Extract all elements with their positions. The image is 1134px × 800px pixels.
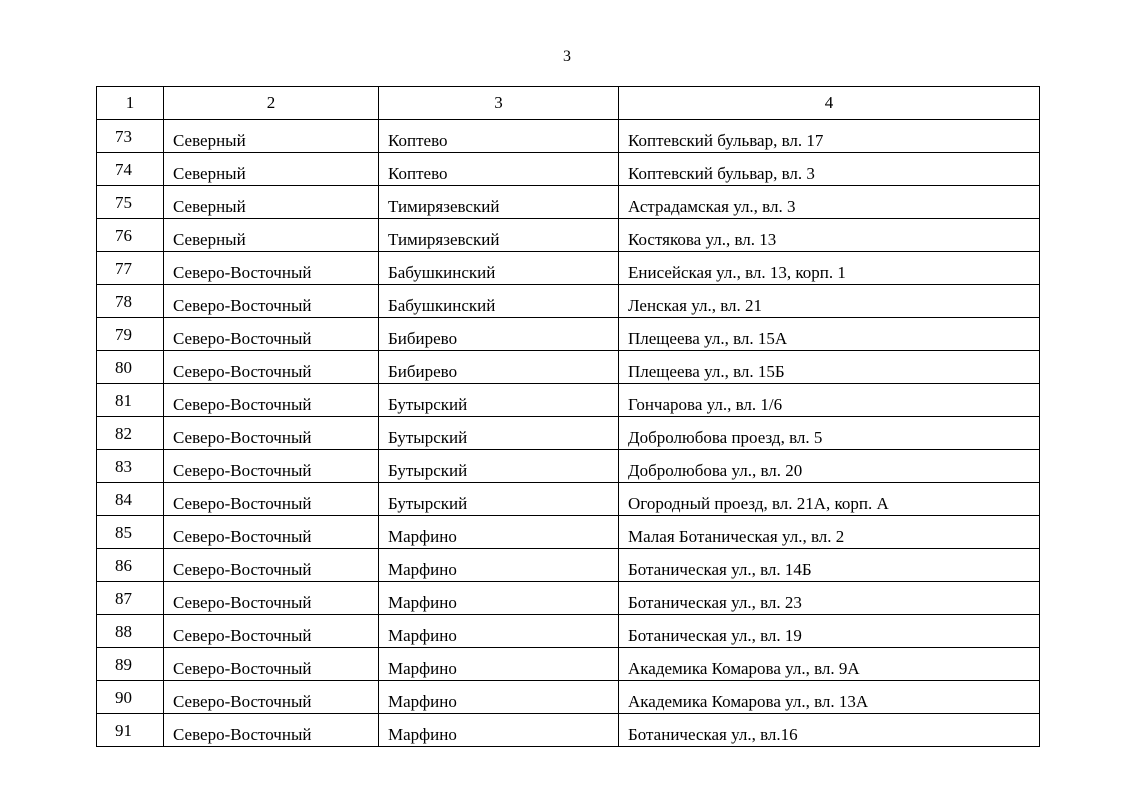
district-cell: Северо-Восточный xyxy=(164,714,379,747)
table-row xyxy=(97,186,1040,219)
area-cell: Бабушкинский xyxy=(379,285,619,318)
address-cell: Коптевский бульвар, вл. 17 xyxy=(619,120,1040,153)
district-cell: Северо-Восточный xyxy=(164,318,379,351)
table-row xyxy=(97,153,1040,186)
address-cell: Ленская ул., вл. 21 xyxy=(619,285,1040,318)
address-cell: Гончарова ул., вл. 1/6 xyxy=(619,384,1040,417)
area-cell: Тимирязевский xyxy=(379,219,619,252)
address-cell: Малая Ботаническая ул., вл. 2 xyxy=(619,516,1040,549)
area-cell: Бутырский xyxy=(379,483,619,516)
area-cell: Бутырский xyxy=(379,417,619,450)
district-cell: Северо-Восточный xyxy=(164,417,379,450)
area-cell: Бутырский xyxy=(379,450,619,483)
address-cell: Ботаническая ул., вл. 23 xyxy=(619,582,1040,615)
table-row xyxy=(97,681,1040,714)
row-number-cell: 76 xyxy=(97,219,164,252)
table-header xyxy=(97,87,1040,120)
area-cell: Бутырский xyxy=(379,384,619,417)
district-cell: Северо-Восточный xyxy=(164,615,379,648)
table-row xyxy=(97,450,1040,483)
table-row xyxy=(97,120,1040,153)
address-cell: Костякова ул., вл. 13 xyxy=(619,219,1040,252)
district-cell: Северо-Восточный xyxy=(164,648,379,681)
row-number-cell: 86 xyxy=(97,549,164,582)
district-cell: Северный xyxy=(164,120,379,153)
address-cell: Добролюбова проезд, вл. 5 xyxy=(619,417,1040,450)
table-row xyxy=(97,549,1040,582)
address-cell: Ботаническая ул., вл. 14Б xyxy=(619,549,1040,582)
district-cell: Северо-Восточный xyxy=(164,681,379,714)
address-cell: Коптевский бульвар, вл. 3 xyxy=(619,153,1040,186)
header-col-4: 4 xyxy=(619,87,1040,120)
area-cell: Марфино xyxy=(379,615,619,648)
row-number-cell: 84 xyxy=(97,483,164,516)
address-cell: Академика Комарова ул., вл. 9А xyxy=(619,648,1040,681)
table-body xyxy=(97,120,1040,747)
header-col-1: 1 xyxy=(97,87,164,120)
district-cell: Северный xyxy=(164,219,379,252)
address-cell: Плещеева ул., вл. 15Б xyxy=(619,351,1040,384)
address-cell: Астрадамская ул., вл. 3 xyxy=(619,186,1040,219)
area-cell: Марфино xyxy=(379,582,619,615)
row-number-cell: 82 xyxy=(97,417,164,450)
row-number-cell: 87 xyxy=(97,582,164,615)
row-number-cell: 89 xyxy=(97,648,164,681)
row-number-cell: 77 xyxy=(97,252,164,285)
district-cell: Северо-Восточный xyxy=(164,351,379,384)
area-cell: Марфино xyxy=(379,648,619,681)
table-row xyxy=(97,516,1040,549)
table-row xyxy=(97,285,1040,318)
table-row xyxy=(97,615,1040,648)
district-cell: Северо-Восточный xyxy=(164,252,379,285)
row-number-cell: 83 xyxy=(97,450,164,483)
address-cell: Академика Комарова ул., вл. 13А xyxy=(619,681,1040,714)
row-number-cell: 88 xyxy=(97,615,164,648)
table-row xyxy=(97,417,1040,450)
area-cell: Тимирязевский xyxy=(379,186,619,219)
district-cell: Северо-Восточный xyxy=(164,450,379,483)
district-cell: Северный xyxy=(164,153,379,186)
area-cell: Марфино xyxy=(379,714,619,747)
area-cell: Марфино xyxy=(379,681,619,714)
area-cell: Бибирево xyxy=(379,351,619,384)
area-cell: Марфино xyxy=(379,549,619,582)
address-cell: Ботаническая ул., вл.16 xyxy=(619,714,1040,747)
table-row xyxy=(97,483,1040,516)
table-row xyxy=(97,714,1040,747)
area-cell: Марфино xyxy=(379,516,619,549)
district-cell: Северный xyxy=(164,186,379,219)
table-row xyxy=(97,648,1040,681)
address-cell: Добролюбова ул., вл. 20 xyxy=(619,450,1040,483)
area-cell: Бабушкинский xyxy=(379,252,619,285)
row-number-cell: 91 xyxy=(97,714,164,747)
area-cell: Коптево xyxy=(379,153,619,186)
header-col-2: 2 xyxy=(164,87,379,120)
page-number: 3 xyxy=(563,48,571,65)
district-cell: Северо-Восточный xyxy=(164,549,379,582)
row-number-cell: 90 xyxy=(97,681,164,714)
row-number-cell: 78 xyxy=(97,285,164,318)
row-number-cell: 73 xyxy=(97,120,164,153)
table-row xyxy=(97,219,1040,252)
district-cell: Северо-Восточный xyxy=(164,516,379,549)
district-cell: Северо-Восточный xyxy=(164,483,379,516)
table-row xyxy=(97,351,1040,384)
table-row xyxy=(97,252,1040,285)
table-row xyxy=(97,582,1040,615)
district-cell: Северо-Восточный xyxy=(164,384,379,417)
address-table xyxy=(96,86,1040,747)
address-cell: Огородный проезд, вл. 21А, корп. А xyxy=(619,483,1040,516)
row-number-cell: 75 xyxy=(97,186,164,219)
row-number-cell: 81 xyxy=(97,384,164,417)
row-number-cell: 80 xyxy=(97,351,164,384)
address-cell: Енисейская ул., вл. 13, корп. 1 xyxy=(619,252,1040,285)
row-number-cell: 74 xyxy=(97,153,164,186)
row-number-cell: 85 xyxy=(97,516,164,549)
area-cell: Коптево xyxy=(379,120,619,153)
table-row xyxy=(97,384,1040,417)
row-number-cell: 79 xyxy=(97,318,164,351)
district-cell: Северо-Восточный xyxy=(164,582,379,615)
address-cell: Ботаническая ул., вл. 19 xyxy=(619,615,1040,648)
address-cell: Плещеева ул., вл. 15А xyxy=(619,318,1040,351)
area-cell: Бибирево xyxy=(379,318,619,351)
district-cell: Северо-Восточный xyxy=(164,285,379,318)
header-col-3: 3 xyxy=(379,87,619,120)
header-row xyxy=(97,87,1040,120)
table-row xyxy=(97,318,1040,351)
